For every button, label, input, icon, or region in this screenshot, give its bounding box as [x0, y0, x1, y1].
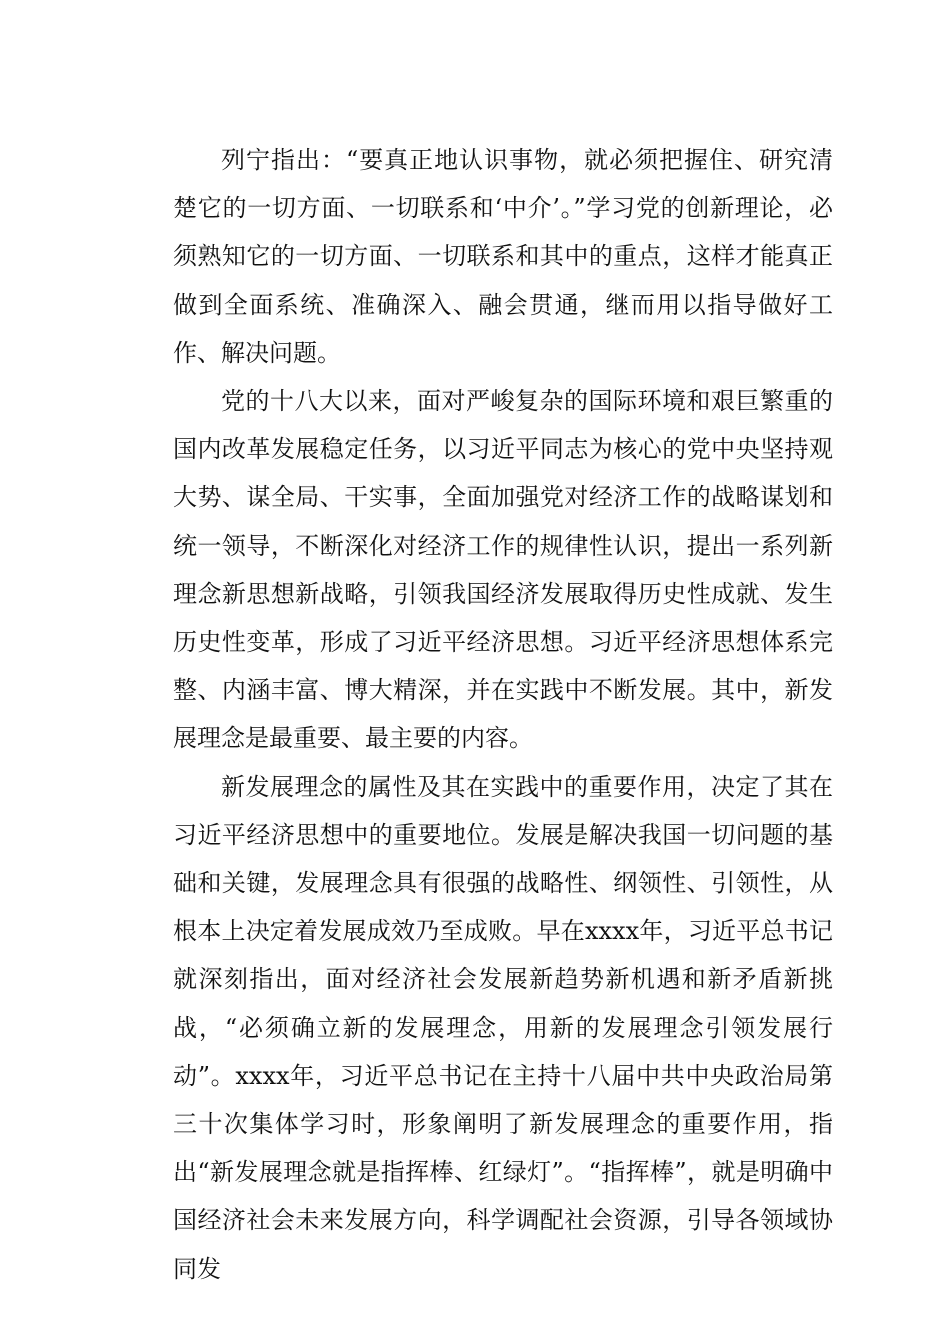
- document-body: [173, 136, 833, 1293]
- paragraph-new-development-concept: 新发展理念的属性及其在实践中的重要作用，决定了其在习近平经济思想中的重要地位。发展是解决我国一切问题的基础和关键，发展理念具有很强的战略性、纲领性、引领性，从根本上决定着发展成效乃至成败。早在xxxx年，习近平总书记就深刻指出，面对经济社会发展新趋势新机遇和新矛盾新挑战，“必须确立新的发展理念，用新的发展理念引领发展行动”。xxxx年，习近平总书记在主持十八届中共中央政治局第三十次集体学习时，形象阐明了新发展理念的重要作用，指出“新发展理念就是指挥棒、红绿灯”。“指挥棒”，就是明确中国经济社会未来发展方向，科学调配社会资源，引导各领域协同发: [173, 772, 833, 1283]
- paragraph-lenin-quote: 列宁指出：“要真正地认识事物，就必须把握住、研究清楚它的一切方面、一切联系和‘中介’。”学习党的创新理论，必须熟知它的一切方面、一切联系和其中的重点，这样才能真正做到全面系统、准确深入、融会贯通，继而用以指导做好工作、解决问题。: [173, 146, 833, 367]
- paragraph-economic-thought: 党的十八大以来，面对严峻复杂的国际环境和艰巨繁重的国内改革发展稳定任务，以习近平同志为核心的党中央坚持观大势、谋全局、干实事，全面加强党对经济工作的战略谋划和统一领导，不断深化对经济工作的规律性认识，提出一系列新理念新思想新战略，引领我国经济发展取得历史性成就、发生历史性变革，形成了习近平经济思想。习近平经济思想体系完整、内涵丰富、博大精深，并在实践中不断发展。其中，新发展理念是最重要、最主要的内容。: [173, 387, 833, 753]
